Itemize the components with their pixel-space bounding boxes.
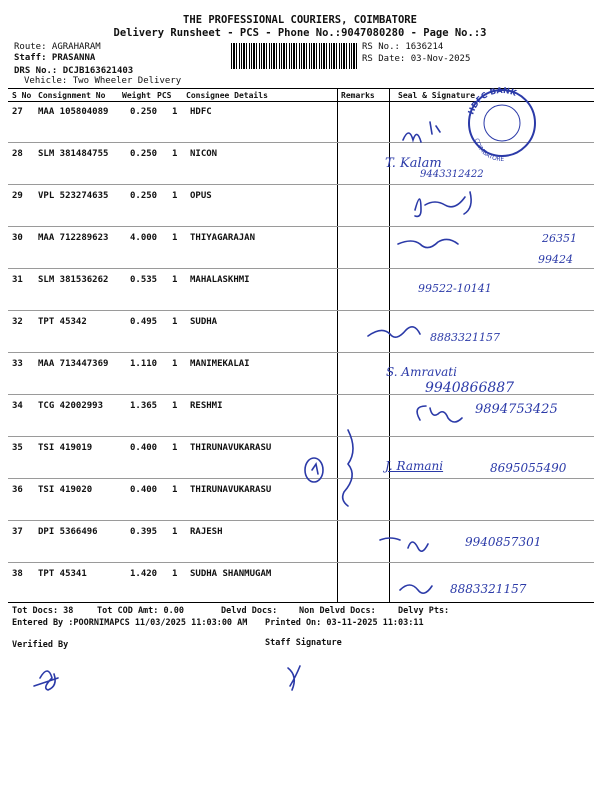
row-weight: 4.000 — [130, 233, 158, 243]
verified-signature — [34, 671, 58, 690]
handwritten-name-row33: S. Amravati — [386, 365, 457, 379]
total-docs: Tot Docs: 38 — [12, 606, 74, 616]
row-sno: 30 — [12, 233, 23, 243]
stamp-top-text: HDFC BANK — [466, 85, 518, 116]
row-pcs: 1 — [172, 569, 178, 579]
row-consignee: MAHALASKHMI — [190, 275, 250, 285]
row-weight: 0.400 — [130, 443, 158, 453]
row-consignee: RESHMI — [190, 401, 223, 411]
row-pcs: 1 — [172, 527, 178, 537]
row-consignment: TCG 42002993 — [38, 401, 104, 411]
row-weight: 0.395 — [130, 527, 158, 537]
row-consignee: SUDHA SHANMUGAM — [190, 569, 272, 579]
row-sno: 28 — [12, 149, 23, 159]
signature-row34 — [417, 406, 462, 422]
handwritten-phone-row28: 9443312422 — [420, 169, 484, 180]
row-consignment: TSI 419020 — [38, 485, 93, 495]
vehicle-label: Vehicle: Two Wheeler Delivery — [24, 76, 182, 86]
entered-by: Entered By :POORNIMAPCS 11/03/2025 11:03:00 AM — [12, 618, 248, 628]
stamp-bottom-text: COIMBATORE — [472, 137, 505, 164]
total-cod-amount: Tot COD Amt: 0.00 — [97, 606, 184, 616]
row-sno: 29 — [12, 191, 23, 201]
row-sno: 34 — [12, 401, 23, 411]
col-weight: Weight — [122, 91, 151, 100]
rs-number: RS No.: 1636214 — [362, 42, 444, 52]
row-consignment: VPL 523274635 — [38, 191, 109, 201]
row-pcs: 1 — [172, 443, 178, 453]
row-consignment: TSI 419019 — [38, 443, 93, 453]
col-seal-signature: Seal & Signature — [398, 91, 476, 100]
row-weight: 0.535 — [130, 275, 158, 285]
row-consignee: HDFC — [190, 107, 212, 117]
handwritten-name-row35: J. Ramani — [385, 459, 444, 473]
row-consignment: TPT 45342 — [38, 317, 87, 327]
row-consignment: MAA 105804089 — [38, 107, 109, 117]
signature-row30 — [398, 239, 458, 247]
staff-label: Staff: PRASANNA — [14, 53, 96, 63]
runsheet-subtitle: Delivery Runsheet - PCS - Phone No.:9047080280 - Page No.:3 — [113, 27, 487, 39]
row-weight: 0.495 — [130, 317, 158, 327]
row-consignment: MAA 713447369 — [38, 359, 109, 369]
handwritten-phone-row38: 8883321157 — [450, 582, 527, 596]
row-consignee: NICON — [190, 149, 218, 159]
route-label: Route: AGRAHARAM — [14, 42, 101, 52]
row-consignment: SLM 381484755 — [38, 149, 109, 159]
delivered-docs: Delvd Docs: — [221, 606, 278, 616]
handwritten-phone-row34: 9894753425 — [475, 402, 558, 417]
row-consignment: MAA 712289623 — [38, 233, 109, 243]
col-consignment: Consignment No — [38, 91, 106, 100]
row-consignee: RAJESH — [190, 527, 223, 537]
signature-row37 — [380, 538, 428, 551]
row-pcs: 1 — [172, 359, 178, 369]
row-sno: 37 — [12, 527, 23, 537]
handwritten-name-row28: T. Kalam — [385, 156, 442, 171]
row-sno: 35 — [12, 443, 23, 453]
row-sno: 33 — [12, 359, 23, 369]
rs-date: RS Date: 03-Nov-2025 — [362, 54, 471, 64]
row-consignee: SUDHA — [190, 317, 218, 327]
row-sno: 27 — [12, 107, 23, 117]
col-consignee: Consignee Details — [186, 91, 268, 100]
signature-row29 — [415, 192, 471, 216]
signature-row38 — [400, 585, 432, 593]
col-pcs: PCS — [157, 91, 172, 100]
row-consignment: DPI 5366496 — [38, 527, 98, 537]
signature-row27 — [403, 122, 440, 142]
row-sno: 32 — [12, 317, 23, 327]
handwritten-phone-row32: 8883321157 — [430, 331, 500, 344]
row-consignee: THIRUNAVUKARASU — [190, 443, 272, 453]
non-delivered-docs: Non Delvd Docs: — [299, 606, 376, 616]
staff-signature — [288, 666, 300, 690]
signature-row32 — [368, 327, 420, 337]
col-remarks: Remarks — [341, 91, 375, 100]
row-consignment: SLM 381536262 — [38, 275, 109, 285]
staff-signature-label: Staff Signature — [265, 638, 342, 648]
row-sno: 38 — [12, 569, 23, 579]
row-pcs: 1 — [172, 233, 178, 243]
row-pcs: 1 — [172, 149, 178, 159]
handwritten-phone-row35: 8695055490 — [490, 461, 567, 475]
row-pcs: 1 — [172, 401, 178, 411]
row-consignee: OPUS — [190, 191, 212, 201]
row-consignee: THIYAGARAJAN — [190, 233, 256, 243]
printed-on: Printed On: 03-11-2025 11:03:11 — [265, 618, 424, 628]
row-pcs: 1 — [172, 107, 178, 117]
row-pcs: 1 — [172, 275, 178, 285]
handwritten-phone-row31: 99522-10141 — [418, 282, 492, 295]
row-weight: 1.365 — [130, 401, 158, 411]
handwritten-phone-row33: 9940866887 — [425, 380, 515, 396]
row-weight: 0.250 — [130, 149, 158, 159]
company-title: THE PROFESSIONAL COURIERS, COIMBATORE — [183, 14, 417, 26]
row-pcs: 1 — [172, 317, 178, 327]
handwritten-phone1-row30: 26351 — [542, 232, 577, 245]
handwritten-phone2-row30: 99424 — [538, 253, 573, 266]
row-weight: 0.250 — [130, 107, 158, 117]
row-sno: 31 — [12, 275, 23, 285]
row-consignment: TPT 45341 — [38, 569, 87, 579]
row-pcs: 1 — [172, 191, 178, 201]
row-sno: 36 — [12, 485, 23, 495]
delivery-points: Delvy Pts: — [398, 606, 450, 616]
signature-row35-bracket — [305, 430, 353, 506]
row-weight: 0.250 — [130, 191, 158, 201]
verified-by-label: Verified By — [12, 640, 69, 650]
row-consignee: MANIMEKALAI — [190, 359, 250, 369]
col-sno: S No — [12, 91, 32, 100]
row-pcs: 1 — [172, 485, 178, 495]
row-weight: 1.420 — [130, 569, 158, 579]
row-consignee: THIRUNAVUKARASU — [190, 485, 272, 495]
row-weight: 1.110 — [130, 359, 158, 369]
row-weight: 0.400 — [130, 485, 158, 495]
handwritten-phone-row37: 9940857301 — [465, 535, 542, 549]
drs-number: DRS No.: DCJB163621403 — [14, 66, 134, 76]
